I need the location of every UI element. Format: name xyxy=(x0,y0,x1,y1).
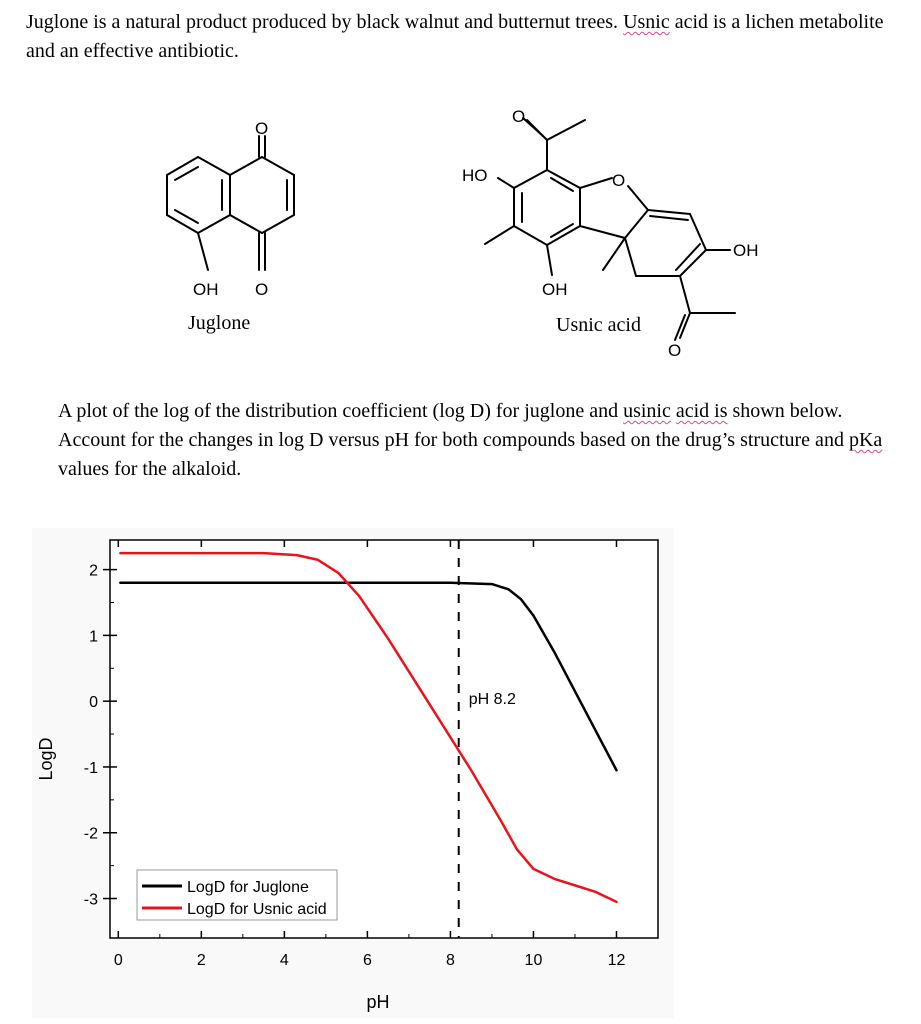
ph-reference-label: pH 8.2 xyxy=(468,691,516,709)
intro-usnic-word: Usnic xyxy=(623,11,670,33)
usnic-atom-o-bottom: O xyxy=(668,341,682,360)
usnic-atom-o-ring: O xyxy=(612,171,626,190)
juglone-atom-o-top: O xyxy=(255,119,269,138)
logd-chart-svg xyxy=(32,528,674,1018)
question-wavy-usinic: usinic xyxy=(623,400,671,422)
question-text-3: shown below. Account for the changes in log D versus pH for both compounds based on the drug’s structure and xyxy=(58,400,849,451)
y-axis-label: LogD xyxy=(36,737,56,781)
intro-text-2: acid is a lichen metabolite and an effective antibiotic. xyxy=(26,11,884,62)
x-tick-label: 6 xyxy=(362,952,372,969)
juglone-atom-oh: OH xyxy=(193,280,219,299)
y-tick-label: -3 xyxy=(83,891,98,909)
usnic-atom-oh-bottom: OH xyxy=(542,280,568,299)
x-tick-label: 12 xyxy=(607,952,626,969)
x-tick-label: 8 xyxy=(445,952,455,969)
question-paragraph xyxy=(58,397,888,484)
x-tick-label: 2 xyxy=(196,952,206,969)
question-text-1: A plot of the log of the distribution coefficient (log D) for juglone and xyxy=(58,400,624,422)
question-text-4: values for the alkaloid. xyxy=(58,458,242,480)
x-axis-label: pH xyxy=(366,992,390,1012)
x-tick-label: 4 xyxy=(279,952,289,969)
intro-text-1: Juglone is a natural product produced by black walnut and butternut trees. xyxy=(26,11,624,33)
y-tick-label: -2 xyxy=(83,825,98,843)
usnic-atom-o-top: O xyxy=(512,107,526,126)
juglone-atom-o-bottom: O xyxy=(255,280,269,299)
y-tick-label: -1 xyxy=(83,759,98,777)
usnic-acid-structure xyxy=(485,118,735,340)
y-tick-label: 2 xyxy=(89,562,98,580)
logd-chart xyxy=(32,528,674,1018)
y-tick-label: 0 xyxy=(89,694,98,712)
usnic-atom-oh-right: OH xyxy=(733,241,759,260)
legend-label: LogD for Usnic acid xyxy=(187,901,327,918)
juglone-caption: Juglone xyxy=(188,312,251,334)
usnic-atom-ho: HO xyxy=(462,166,488,185)
juglone-structure xyxy=(167,136,294,270)
legend-label: LogD for Juglone xyxy=(187,879,309,896)
usnic-acid-caption: Usnic acid xyxy=(556,314,641,336)
x-tick-label: 0 xyxy=(113,952,123,969)
y-tick-label: 1 xyxy=(89,628,98,646)
question-wavy-pka: pKa xyxy=(848,429,883,451)
x-tick-label: 10 xyxy=(524,952,543,969)
question-wavy-acid-is: acid is xyxy=(675,400,728,422)
chemical-structures xyxy=(0,0,921,390)
